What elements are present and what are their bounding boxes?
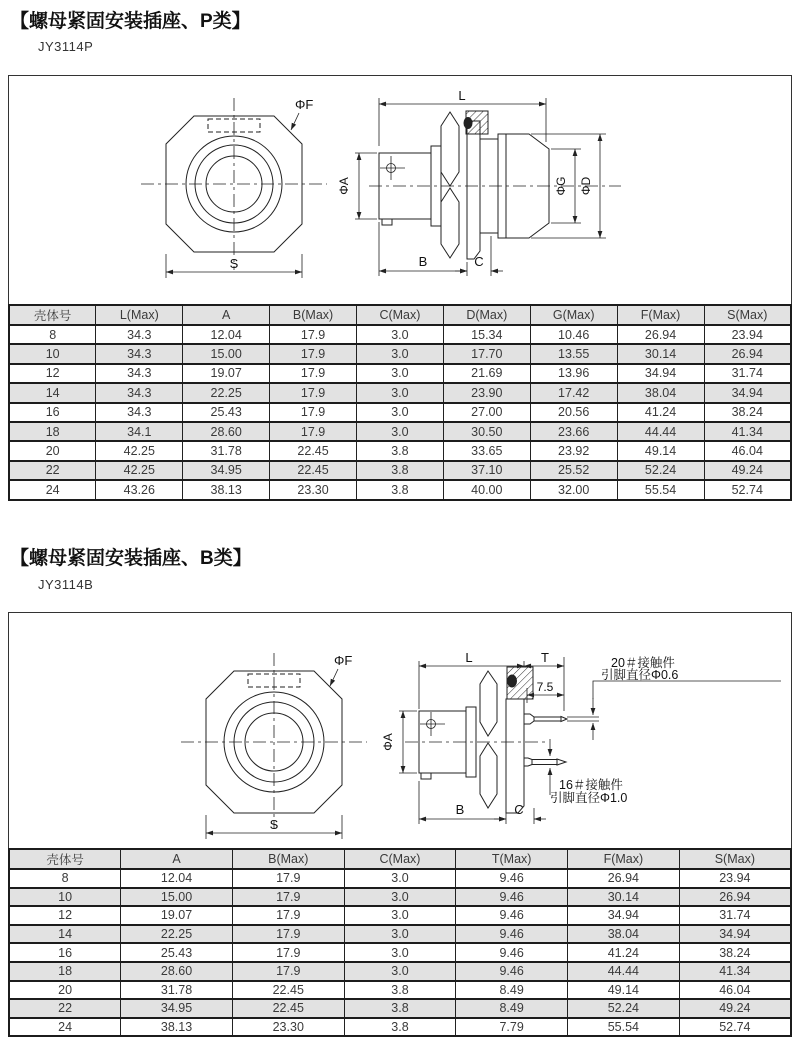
dimension-cell: 24 [9, 480, 96, 499]
table-row [9, 422, 791, 441]
dim-c [455, 236, 503, 276]
note-pin-20-line1: 20＃接触件 [611, 656, 675, 670]
front-view [141, 97, 327, 278]
dimension-cell: 22 [9, 999, 121, 1018]
table-row [9, 888, 791, 907]
column-header: S(Max) [679, 849, 791, 869]
dimension-cell: 34.3 [96, 383, 183, 402]
dimension-cell: 25.52 [530, 461, 617, 480]
dimension-cell: 3.0 [344, 906, 456, 925]
dimension-cell: 9.46 [456, 888, 568, 907]
dimension-cell: 32.00 [530, 480, 617, 499]
dimension-cell: 14 [9, 383, 96, 402]
dimension-cell: 23.94 [679, 869, 791, 888]
section2-title: 【螺母紧固安装插座、B类】 [10, 548, 252, 569]
section2-model: JY3114B [38, 577, 94, 592]
dim-label-phi-a: ΦA [337, 177, 351, 195]
contact-pin-20 [524, 714, 599, 724]
table-header-row [9, 849, 791, 869]
dimension-cell: 3.8 [344, 999, 456, 1018]
dimension-cell: 34.94 [704, 383, 791, 402]
dimension-cell: 22.45 [270, 461, 357, 480]
dimension-cell: 12.04 [183, 325, 270, 344]
dimension-cell: 55.54 [617, 480, 704, 499]
dimension-cell: 23.30 [270, 480, 357, 499]
dimension-cell: 31.78 [121, 981, 233, 1000]
column-header: C(Max) [344, 849, 456, 869]
dimension-cell: 34.94 [568, 906, 680, 925]
dimension-cell: 44.44 [617, 422, 704, 441]
dim-label-l: L [465, 650, 473, 665]
dim-label-7-5: 7.5 [536, 680, 554, 694]
dimension-cell: 9.46 [456, 906, 568, 925]
dimension-cell: 17.9 [270, 344, 357, 363]
dimension-cell: 9.46 [456, 925, 568, 944]
dim-label-phi-a: ΦA [381, 733, 395, 751]
dimension-cell: 17.9 [232, 869, 344, 888]
dimension-cell: 27.00 [443, 403, 530, 422]
dimension-cell: 10 [9, 888, 121, 907]
dimension-cell: 22 [9, 461, 96, 480]
dimension-cell: 38.13 [183, 480, 270, 499]
table-row [9, 403, 791, 422]
dimension-cell: 42.25 [96, 461, 183, 480]
dimension-cell: 13.96 [530, 364, 617, 383]
dim-s [206, 815, 342, 839]
column-header: T(Max) [456, 849, 568, 869]
dim-b [379, 222, 467, 276]
dimension-cell: 30.14 [617, 344, 704, 363]
dimension-cell: 8 [9, 869, 121, 888]
column-header: F(Max) [568, 849, 680, 869]
dimension-cell: 14 [9, 925, 121, 944]
dimension-cell: 3.8 [357, 480, 444, 499]
dimension-cell: 18 [9, 962, 121, 981]
dimension-cell: 17.9 [270, 364, 357, 383]
table-row [9, 364, 791, 383]
dimension-cell: 10 [9, 344, 96, 363]
dim-label-l: L [458, 88, 466, 103]
note-pin-16-line2: 引脚直径Φ1.0 [550, 791, 628, 805]
table-row [9, 441, 791, 460]
dimension-cell: 40.00 [443, 480, 530, 499]
dimension-cell: 3.8 [344, 981, 456, 1000]
side-view [381, 650, 781, 824]
dimension-cell: 41.34 [679, 962, 791, 981]
section1-model: JY3114P [38, 39, 94, 54]
note-pin-20-line2: 引脚直径Φ0.6 [601, 668, 679, 682]
column-header: B(Max) [270, 305, 357, 325]
table-row [9, 1018, 791, 1037]
dimension-cell: 41.24 [617, 403, 704, 422]
dimension-cell: 7.79 [456, 1018, 568, 1037]
dimension-cell: 22.25 [183, 383, 270, 402]
dimension-cell: 26.94 [704, 344, 791, 363]
dim-label-s: S [269, 817, 279, 832]
dimension-cell: 17.9 [270, 403, 357, 422]
dimension-cell: 52.24 [568, 999, 680, 1018]
table-header-row [9, 305, 791, 325]
column-header: A [183, 305, 270, 325]
table-row [9, 943, 791, 962]
dimension-cell: 26.94 [617, 325, 704, 344]
dimension-cell: 3.0 [344, 962, 456, 981]
dimension-cell: 34.95 [121, 999, 233, 1018]
dim-label-c: C [474, 254, 484, 269]
dimension-cell: 26.94 [568, 869, 680, 888]
dimension-cell: 20.56 [530, 403, 617, 422]
dimension-cell: 3.0 [344, 888, 456, 907]
column-header: C(Max) [357, 305, 444, 325]
dimension-cell: 22.45 [232, 981, 344, 1000]
dimension-cell: 17.42 [530, 383, 617, 402]
dimension-cell: 16 [9, 403, 96, 422]
dimension-cell: 38.13 [121, 1018, 233, 1037]
dimension-cell: 3.0 [357, 325, 444, 344]
dimension-cell: 23.94 [704, 325, 791, 344]
dimension-cell: 28.60 [183, 422, 270, 441]
dim-b [419, 781, 506, 824]
dimension-cell: 34.3 [96, 344, 183, 363]
dimension-cell: 3.0 [357, 364, 444, 383]
dimension-cell: 23.92 [530, 441, 617, 460]
dim-s [166, 254, 302, 278]
dimension-cell: 49.24 [704, 461, 791, 480]
dimension-cell: 31.74 [704, 364, 791, 383]
note-pin-20 [593, 655, 781, 740]
column-header: L(Max) [96, 305, 183, 325]
dimension-cell: 38.04 [568, 925, 680, 944]
dimension-cell: 17.9 [232, 925, 344, 944]
dimension-cell: 17.9 [232, 943, 344, 962]
dimension-cell: 34.3 [96, 325, 183, 344]
dimension-cell: 3.8 [357, 441, 444, 460]
dimension-cell: 8 [9, 325, 96, 344]
dimension-cell: 55.54 [568, 1018, 680, 1037]
dimension-cell: 21.69 [443, 364, 530, 383]
dimension-table-b [8, 848, 792, 1037]
dimension-cell: 41.34 [704, 422, 791, 441]
dimension-cell: 34.94 [679, 925, 791, 944]
dimension-cell: 34.1 [96, 422, 183, 441]
dimension-cell: 13.55 [530, 344, 617, 363]
dimension-cell: 42.25 [96, 441, 183, 460]
table-row [9, 999, 791, 1018]
dim-label-t: T [541, 650, 549, 665]
dimension-cell: 3.0 [357, 422, 444, 441]
front-view [181, 653, 367, 839]
dimension-cell: 17.9 [232, 888, 344, 907]
dimension-cell: 3.0 [357, 403, 444, 422]
dim-phi-f [291, 97, 313, 130]
dimension-cell: 12.04 [121, 869, 233, 888]
section1-title: 【螺母紧固安装插座、P类】 [10, 11, 251, 32]
dimension-cell: 3.0 [357, 344, 444, 363]
table-row [9, 906, 791, 925]
dimension-cell: 49.14 [568, 981, 680, 1000]
dimension-cell: 33.65 [443, 441, 530, 460]
table-row [9, 981, 791, 1000]
dimension-cell: 30.50 [443, 422, 530, 441]
dimension-cell: 31.78 [183, 441, 270, 460]
dimension-cell: 23.30 [232, 1018, 344, 1037]
dimension-cell: 8.49 [456, 981, 568, 1000]
dimension-cell: 44.44 [568, 962, 680, 981]
dimension-cell: 17.9 [270, 422, 357, 441]
dimension-cell: 38.24 [704, 403, 791, 422]
dimension-cell: 15.00 [183, 344, 270, 363]
dimension-cell: 3.0 [344, 943, 456, 962]
section1-drawing-frame [8, 75, 792, 306]
dim-label-phi-f: ΦF [295, 97, 314, 112]
dimension-cell: 34.95 [183, 461, 270, 480]
dim-c [494, 802, 546, 824]
dimension-cell: 3.8 [357, 461, 444, 480]
dimension-cell: 8.49 [456, 999, 568, 1018]
dimension-cell: 20 [9, 981, 121, 1000]
dimension-cell: 38.24 [679, 943, 791, 962]
dimension-cell: 49.14 [617, 441, 704, 460]
table-row [9, 461, 791, 480]
dimension-cell: 16 [9, 943, 121, 962]
column-header: S(Max) [704, 305, 791, 325]
dim-l [379, 88, 546, 146]
dimension-cell: 12 [9, 364, 96, 383]
table-row [9, 325, 791, 344]
dimension-cell: 23.90 [443, 383, 530, 402]
dimension-cell: 46.04 [704, 441, 791, 460]
dimension-cell: 17.9 [270, 325, 357, 344]
dimension-cell: 3.0 [357, 383, 444, 402]
dimension-table-p [8, 304, 792, 501]
table-row [9, 383, 791, 402]
dimension-cell: 25.43 [183, 403, 270, 422]
dim-label-s: S [229, 256, 239, 271]
side-view [337, 88, 621, 276]
dimension-cell: 26.94 [679, 888, 791, 907]
contact-pin-16 [524, 758, 566, 766]
dimension-cell: 19.07 [121, 906, 233, 925]
dimension-cell: 3.0 [344, 925, 456, 944]
dimension-cell: 37.10 [443, 461, 530, 480]
column-header: D(Max) [443, 305, 530, 325]
dimension-cell: 12 [9, 906, 121, 925]
dimension-cell: 18 [9, 422, 96, 441]
dimension-cell: 30.14 [568, 888, 680, 907]
dimension-cell: 34.94 [617, 364, 704, 383]
column-header: 壳体号 [9, 849, 121, 869]
column-header: A [121, 849, 233, 869]
dimension-cell: 52.74 [679, 1018, 791, 1037]
dim-label-c: C [514, 802, 524, 817]
column-header: F(Max) [617, 305, 704, 325]
column-header: 壳体号 [9, 305, 96, 325]
dimension-cell: 23.66 [530, 422, 617, 441]
dimension-cell: 10.46 [530, 325, 617, 344]
column-header: B(Max) [232, 849, 344, 869]
dimension-cell: 25.43 [121, 943, 233, 962]
dimension-cell: 34.3 [96, 403, 183, 422]
note-pin-16-line1: 16＃接触件 [559, 778, 623, 792]
dimension-cell: 15.00 [121, 888, 233, 907]
table-row [9, 962, 791, 981]
dimension-cell: 3.0 [344, 869, 456, 888]
dimension-cell: 3.8 [344, 1018, 456, 1037]
dimension-cell: 22.45 [270, 441, 357, 460]
table-row [9, 869, 791, 888]
table-row [9, 344, 791, 363]
dimension-cell: 52.24 [617, 461, 704, 480]
dim-label-phi-f: ΦF [334, 653, 353, 668]
dimension-cell: 46.04 [679, 981, 791, 1000]
dimension-cell: 17.9 [232, 906, 344, 925]
note-pin-16 [550, 739, 627, 805]
dimension-cell: 34.3 [96, 364, 183, 383]
dimension-cell: 17.9 [270, 383, 357, 402]
dim-label-phi-d: ΦD [579, 176, 593, 196]
dimension-cell: 9.46 [456, 962, 568, 981]
dimension-cell: 31.74 [679, 906, 791, 925]
dim-phi-f [330, 653, 352, 686]
dim-label-b: B [418, 254, 428, 269]
dimension-cell: 15.34 [443, 325, 530, 344]
table-row [9, 925, 791, 944]
column-header: G(Max) [530, 305, 617, 325]
dimension-cell: 9.46 [456, 869, 568, 888]
section2-technical-drawing [9, 613, 791, 849]
dimension-cell: 20 [9, 441, 96, 460]
section1-technical-drawing [9, 76, 791, 305]
dimension-cell: 22.25 [121, 925, 233, 944]
section2-drawing-frame [8, 612, 792, 850]
dimension-cell: 52.74 [704, 480, 791, 499]
dimension-cell: 17.70 [443, 344, 530, 363]
dimension-cell: 43.26 [96, 480, 183, 499]
dim-label-phi-g: ΦG [554, 176, 568, 196]
dim-label-b: B [455, 802, 465, 817]
dimension-cell: 17.9 [232, 962, 344, 981]
dimension-cell: 41.24 [568, 943, 680, 962]
dimension-cell: 28.60 [121, 962, 233, 981]
dimension-cell: 49.24 [679, 999, 791, 1018]
dimension-cell: 9.46 [456, 943, 568, 962]
dim-phi-g [551, 149, 581, 223]
dimension-cell: 19.07 [183, 364, 270, 383]
table-row [9, 480, 791, 499]
dimension-cell: 38.04 [617, 383, 704, 402]
dimension-cell: 22.45 [232, 999, 344, 1018]
dimension-cell: 24 [9, 1018, 121, 1037]
